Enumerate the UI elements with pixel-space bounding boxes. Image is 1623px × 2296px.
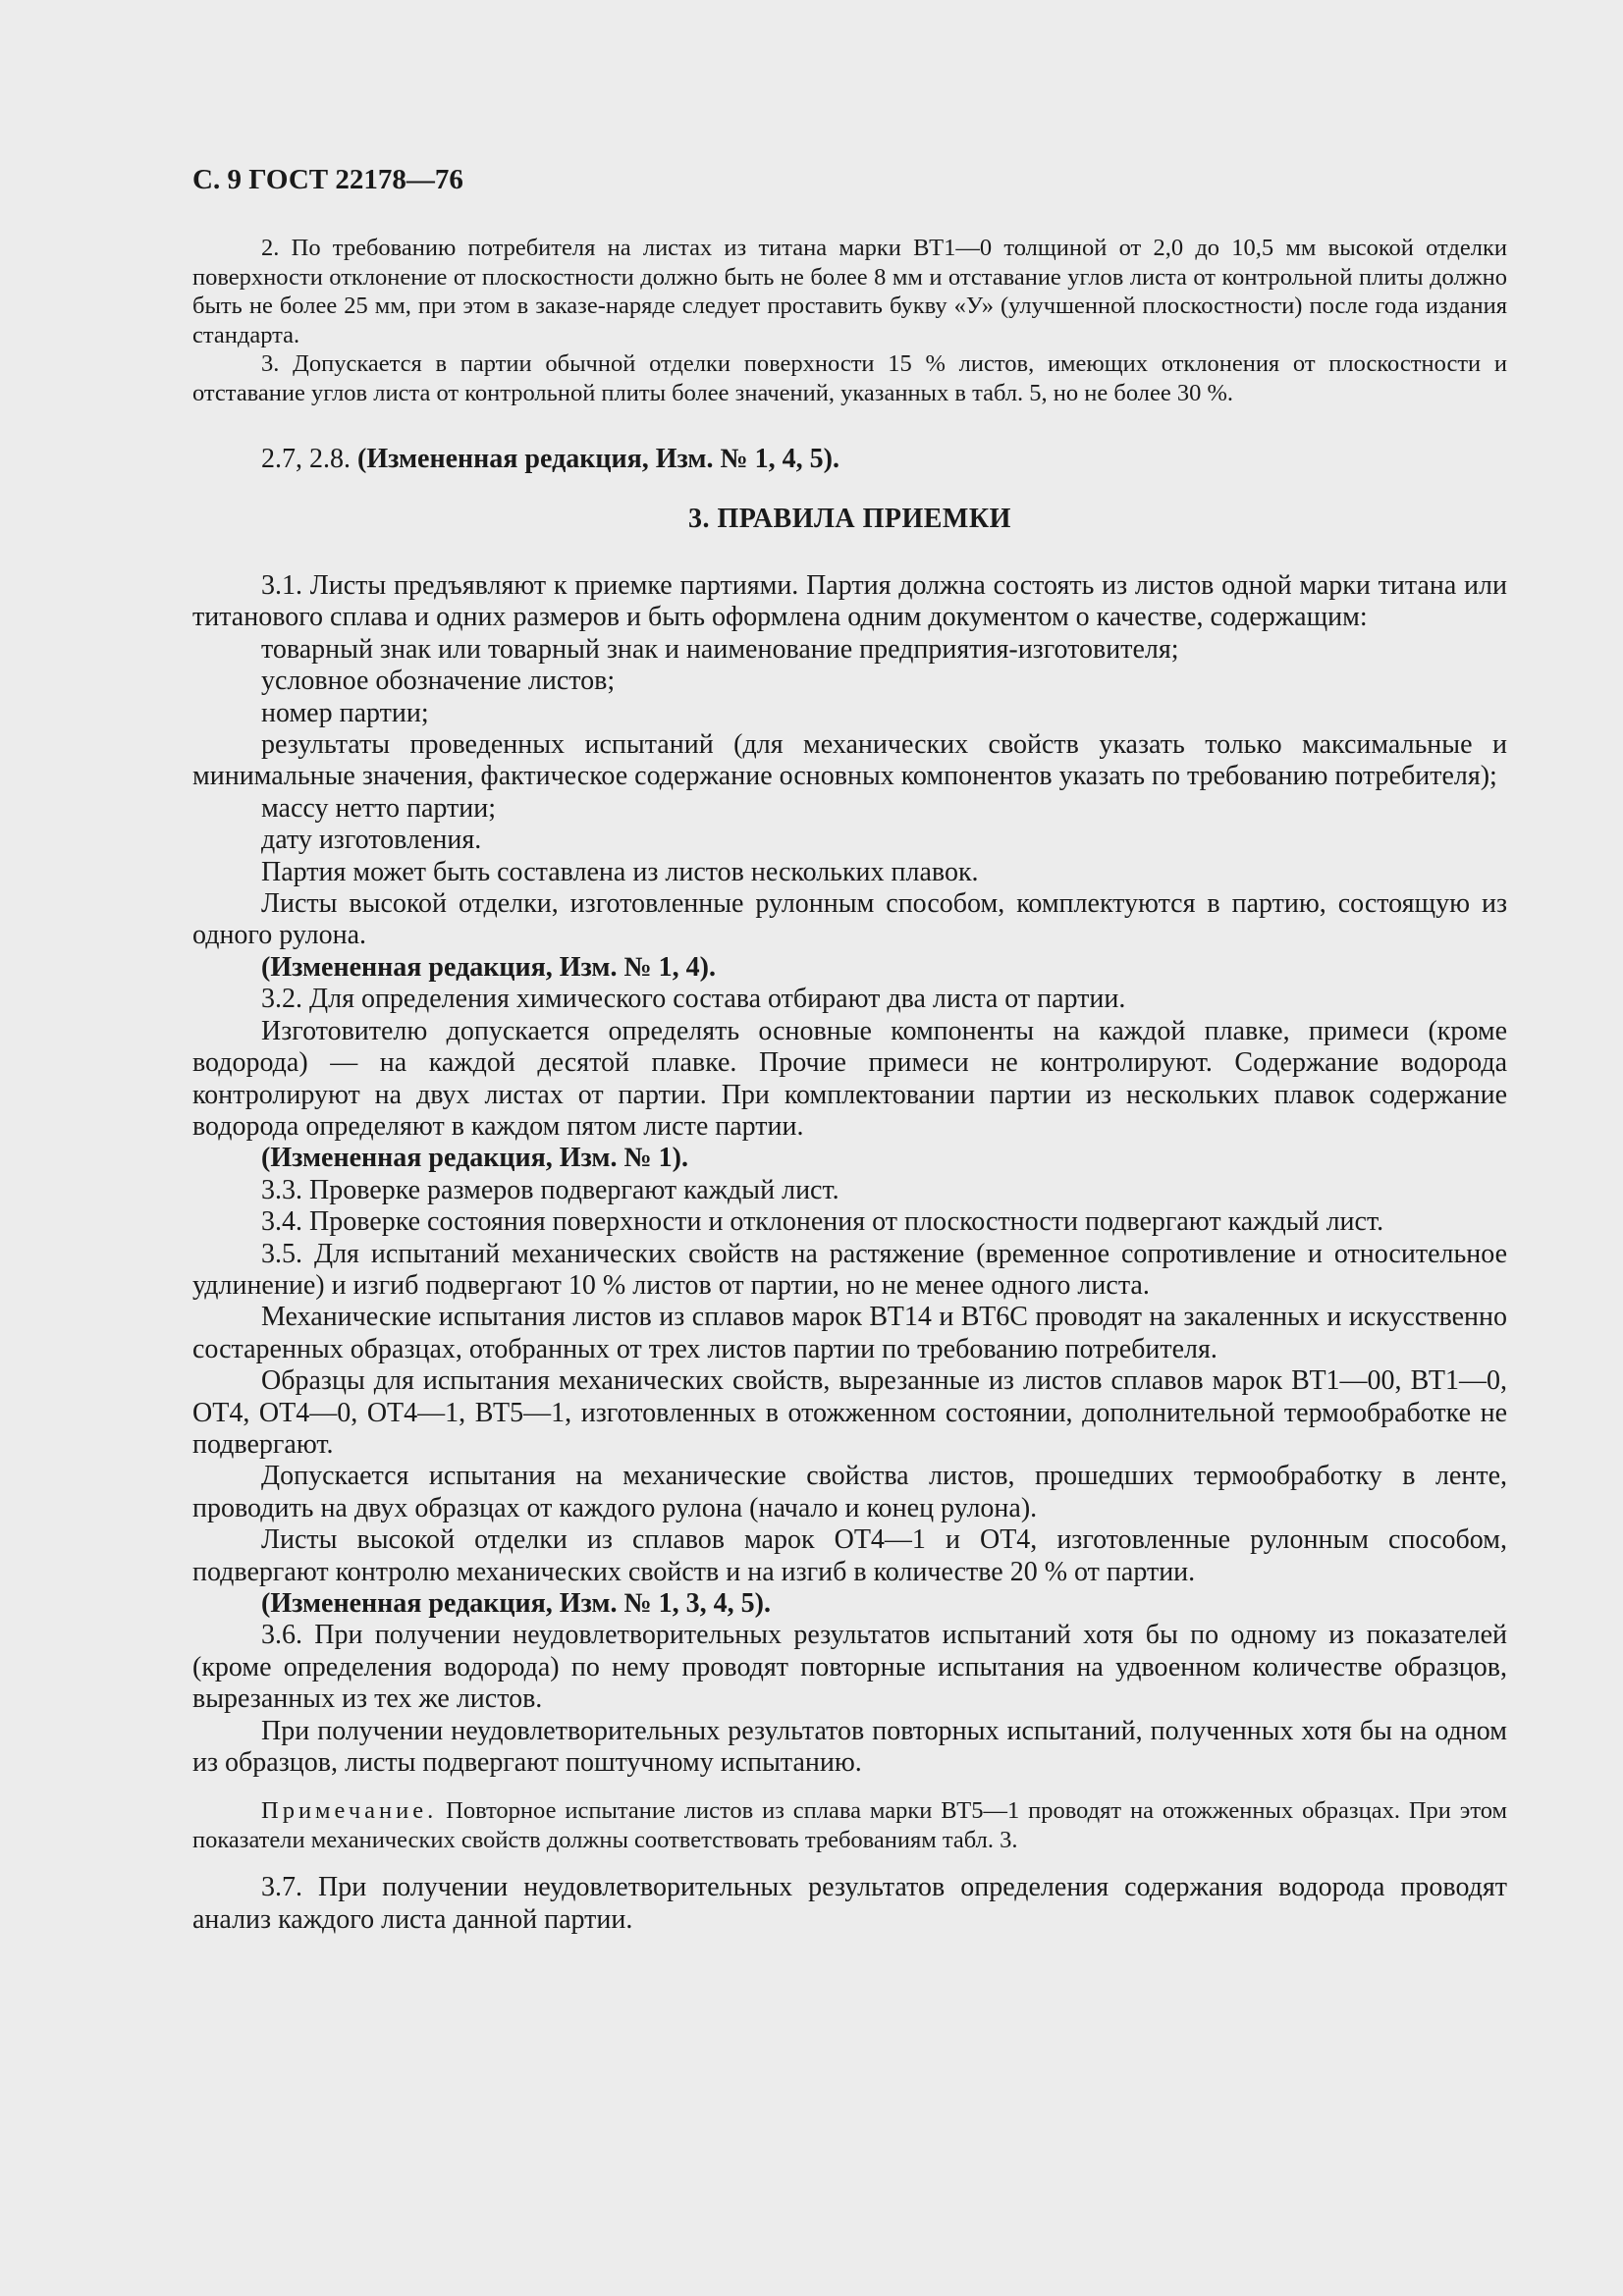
paragraph-3-3: 3.3. Проверке размеров подвергают каждый лист. [261,1174,839,1205]
change-bold: (Измененная редакция, Изм. № 1). [261,1143,688,1174]
change-reference [192,1588,1507,1620]
note-text [192,1796,1507,1854]
list-item: дату изготовления. [261,825,482,856]
section-title: 3. ПРАВИЛА ПРИЕМКИ [688,504,1011,534]
paragraph-3-6: 3.6. При получении неудовлетворительных результатов испытаний хотя бы по одному из показателей (кроме определения водорода) по нему проводят повторные испытания на удвоенном количестве образцов, вырезанных из тех же листов. [192,1620,1507,1715]
change-reference-2-7 [192,443,1507,475]
paragraph-roll: Листы высокой отделки, изготовленные рулонным способом, комплектуются в партию, состоящую из одного рулона. [192,888,1507,951]
list-item: условное обозначение листов; [261,666,616,697]
paragraph-3-5: 3.5. Для испытаний механических свойств на растяжение (временное сопротивление и относительное удлинение) и изгиб подвергают 10 % листов от партии, но не менее одного листа. [192,1238,1507,1301]
paragraph-3-6b: При получении неудовлетворительных результатов повторных испытаний, полученных хотя бы на одном из образцов, листы подвергают поштучному испытанию. [192,1715,1507,1779]
paragraph-3-2: 3.2. Для определения химического состава отбирают два листа от партии. [261,984,1126,1015]
note-block [192,1796,1507,1854]
paragraph-3-7: 3.7. При получении неудовлетворительных результатов определения содержания водорода проводят анализ каждого листа данной партии. [192,1872,1507,1935]
list-item: номер партии; [261,697,429,728]
note-2: 2. По требованию потребителя на листах из титана марки ВТ1—0 толщиной от 2,0 до 10,5 мм высокой отделки поверхности отклонение от плоскостности должно быть не более 8 мм и отставание углов листа от контрольной плиты должно быть не более 25 мм, при этом в заказе-наряде следует проставить букву «У» (улучшенной плоскостности) после года издания стандарта. [192,235,1507,348]
paragraph-3-4: 3.4. Проверке состояния поверхности и отклонения от плоскостности подвергают каждый лист. [261,1206,1384,1238]
list-item: массу нетто партии; [261,792,496,824]
change-bold: (Измененная редакция, Изм. № 1, 3, 4, 5). [261,1588,771,1619]
change-bold: (Измененная редакция, Изм. № 1, 4, 5). [357,444,839,474]
change-bold: (Измененная редакция, Изм. № 1, 4). [261,951,716,983]
paragraph-party: Партия может быть составлена из листов нескольких плавок. [261,856,979,887]
paragraph-3-2b: Изготовителю допускается определять основные компоненты на каждой плавке, примеси (кроме водорода) — на каждой десятой плавке. Прочие примеси не контролируют. Содержание водорода контролируют на двух листах от партии. При комплектовании партии из нескольких плавок содержание водорода определяют в каждом пятом листе партии. [192,1015,1507,1142]
note-3: 3. Допускается в партии обычной отделки поверхности 15 % листов, имеющих отклонения от плоскостности и отставание углов листа от контрольной плиты более значений, указанных в табл. 5, но не более 30 %. [192,350,1507,406]
paragraph-3-5d: Допускается испытания на механические свойства листов, прошедших термообработку в ленте, проводить на двух образцах от каждого рулона (начало и конец рулона). [192,1461,1507,1523]
note-body: Повторное испытание листов из сплава марки ВТ5—1 проводят на отожженных образцах. При этом показатели механических свойств должны соответствовать требованиям табл. 3. [192,1797,1507,1853]
section-body [192,570,1507,1936]
change-reference [192,1143,1507,1174]
paragraph-3-5c: Образцы для испытания механических свойств, вырезанные из листов сплавов марок ВТ1—00, ВТ1—0, ОТ4, ОТ4—0, ОТ4—1, ВТ5—1, изготовленных в отожженном состоянии, дополнительной термообработке не подвергают. [192,1365,1507,1460]
paragraph-3-1: 3.1. Листы предъявляют к приемке партиями. Партия должна состоять из листов одной марки титана или титанового сплава и одних размеров и быть оформлена одним документом о качестве, содержащим: [192,570,1507,633]
list-item: товарный знак или товарный знак и наименование предприятия-изготовителя; [261,633,1179,665]
change-prefix: 2.7, 2.8. [261,444,357,474]
list-item: результаты проведенных испытаний (для механических свойств указать только максимальные и минимальные значения, фактическое содержание основных компонентов указать по требованию потребителя); [192,729,1507,792]
page-header: С. 9 ГОСТ 22178—76 [192,164,463,195]
paragraph-3-5e: Листы высокой отделки из сплавов марок ОТ4—1 и ОТ4, изготовленные рулонным способом, подвергают контролю механических свойств и на изгиб в количестве 20 % от партии. [192,1524,1507,1587]
table-notes [192,234,1507,407]
paragraph-3-5b: Механические испытания листов из сплавов марок ВТ14 и ВТ6С проводят на закаленных и искусственно состаренных образцах, отобранных от трех листов партии по требованию потребителя. [192,1302,1507,1364]
change-reference [192,952,1507,984]
note-label: Примечание. [261,1797,438,1825]
